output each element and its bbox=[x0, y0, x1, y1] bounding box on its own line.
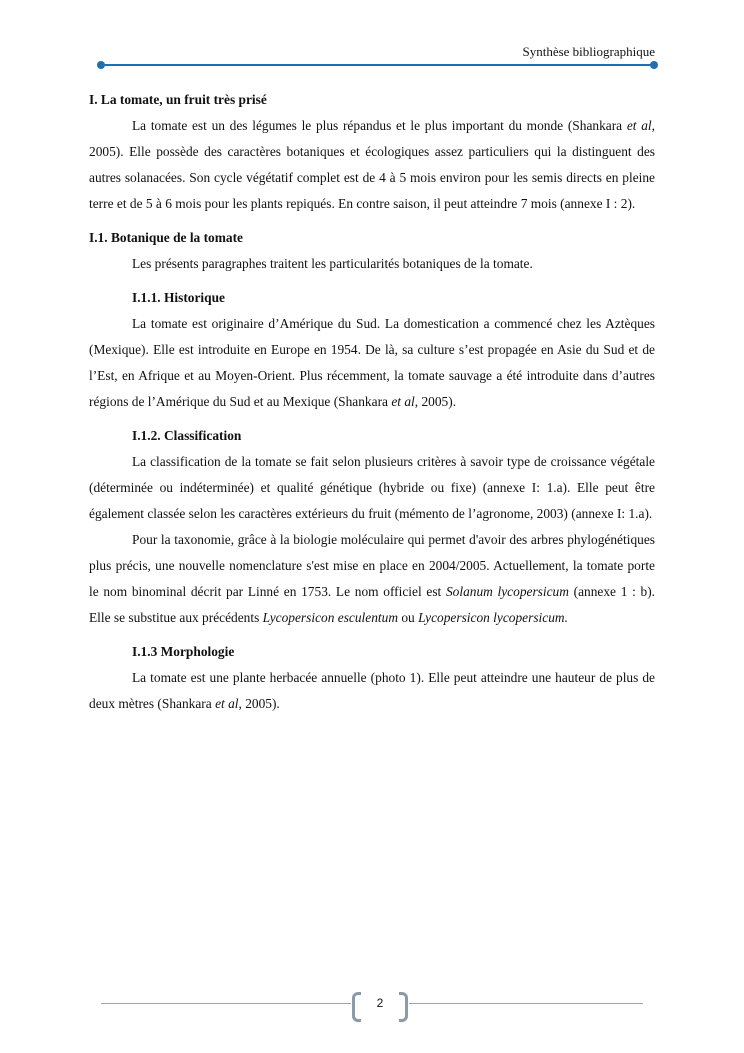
species-name: Lycopersicon lycopersicum. bbox=[418, 610, 568, 625]
footer-rule-left bbox=[101, 1003, 351, 1004]
text: , 2005). bbox=[414, 394, 457, 409]
paragraph-classification-2 bbox=[89, 527, 655, 631]
paragraph-historique bbox=[89, 311, 655, 415]
text: (annexe 1 : b). Elle se substitue aux précédents bbox=[89, 584, 656, 625]
page-number-bracket-right bbox=[399, 992, 408, 1022]
text: La tomate est un des légumes le plus répandus et le plus important du monde (Shankara bbox=[132, 118, 627, 133]
paragraph-intro bbox=[89, 113, 655, 217]
species-name: Lycopersicon esculentum bbox=[262, 610, 398, 625]
header-rule bbox=[101, 64, 654, 66]
subsection-heading-classification: I.1.2. Classification bbox=[132, 428, 242, 443]
subsection-heading-morphologie: I.1.3 Morphologie bbox=[132, 644, 235, 659]
section-heading-1-1: I.1. Botanique de la tomate bbox=[89, 230, 243, 245]
citation-etal: et al bbox=[215, 696, 239, 711]
text: ou bbox=[398, 610, 419, 625]
paragraph-classification-1: La classification de la tomate se fait selon plusieurs critères à savoir type de croissance végétale (déterminée ou indéterminée) et qualité génétique (hybride ou fixe) (annexe I: 1.a). Elle peut être également classée selon les caractères extérieurs du fruit (mémento de l’agronome, 2003) (annexe I: 1.a). bbox=[89, 454, 655, 521]
header-title: Synthèse bibliographique bbox=[522, 44, 655, 59]
subsection-heading-historique: I.1.1. Historique bbox=[132, 290, 225, 305]
footer-rule-right bbox=[409, 1003, 643, 1004]
section-heading-1: I. La tomate, un fruit très prisé bbox=[89, 92, 267, 107]
paragraph-botanique: Les présents paragraphes traitent les particularités botaniques de la tomate. bbox=[132, 256, 533, 271]
citation-etal: et al bbox=[391, 394, 415, 409]
text: La tomate est une plante herbacée annuelle (photo 1). Elle peut atteindre une hauteur de plus de deux mètres (Shankara bbox=[89, 670, 655, 711]
text: La tomate est originaire d’Amérique du Sud. La domestication a commencé chez les Aztèques (Mexique). Elle est introduite en Europe en 1954. De là, sa culture s’est propagée en Asie du Sud et de l’Est, en Afrique et au Moyen-Orient. Plus récemment, la tomate sauvage a été introduite dans d’autres régions de l’Amérique du Sud et au Mexique (Shankara bbox=[89, 316, 655, 409]
text: Pour la taxonomie, grâce à la biologie moléculaire qui permet d'avoir des arbres phylogénétiques plus précis, une nouvelle nomenclature s'est mise en place en 2004/2005. Actuellement, la tomate porte le nom binominal décrit par Linné en 1753. Le nom officiel est bbox=[89, 532, 655, 599]
page-number: 2 bbox=[376, 996, 384, 1010]
paragraph-morphologie bbox=[89, 665, 655, 717]
species-name: Solanum lycopersicum bbox=[445, 584, 569, 599]
text: , 2005). bbox=[238, 696, 280, 711]
citation-etal: et al bbox=[626, 118, 652, 133]
text: , 2005). Elle possède des caractères botaniques et écologiques assez particuliers qui la distinguent des autres solanacées. Son cycle végétatif complet est de 4 à 5 mois environ pour les semis directs en pleine terre et de 5 à 6 mois pour les plants repiqués. En contre saison, il peut atteindre 7 mois (annexe I : 2). bbox=[89, 118, 655, 211]
page-number-bracket-left bbox=[352, 992, 361, 1022]
document-body bbox=[89, 87, 655, 717]
header-rule-right-dot bbox=[650, 61, 658, 69]
